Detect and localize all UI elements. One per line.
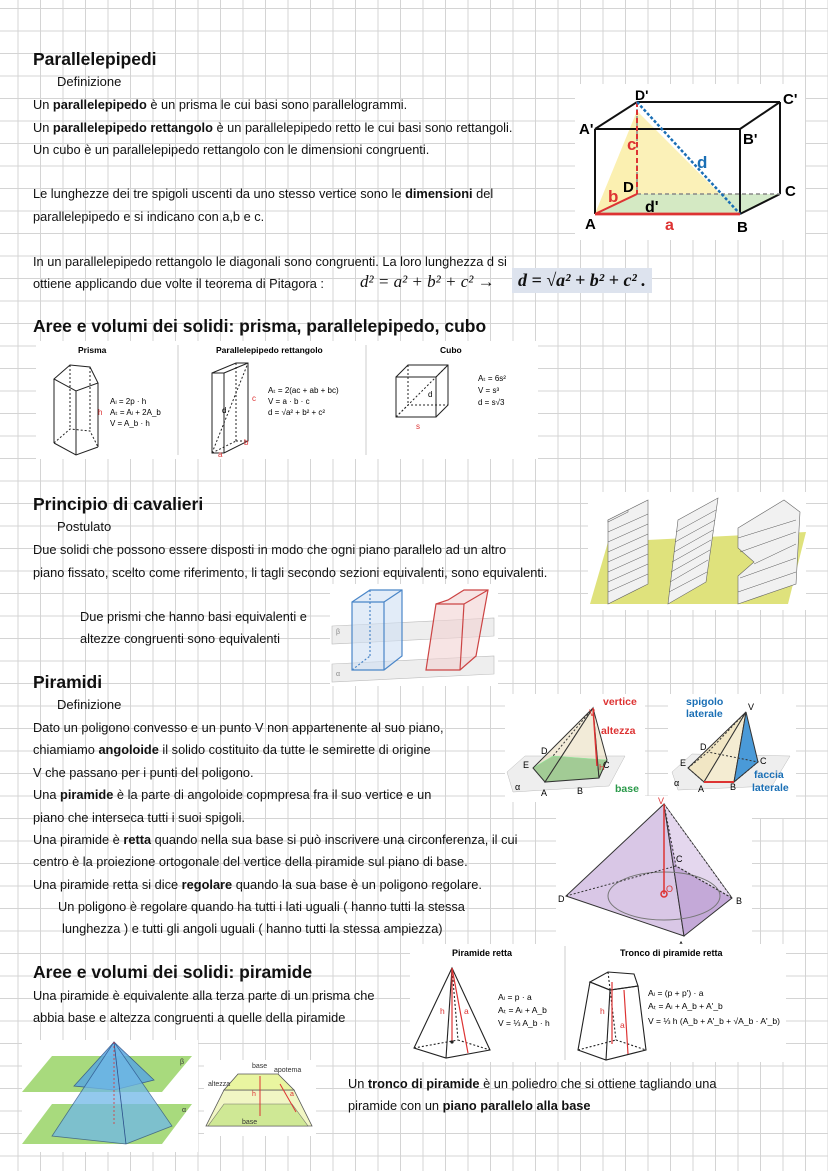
piramidi-line-5: piano che interseca tutti i suoi spigoli. [33, 810, 245, 825]
pyr1-alpha: α [515, 782, 521, 792]
section-title-cavalieri: Principio di cavalieri [33, 494, 204, 514]
def-line-3: Un cubo è un parallelepipedo rettangolo con le dimensioni congruenti. [33, 142, 430, 157]
label-B1: B' [743, 131, 758, 148]
subtitle-postulato: Postulato [57, 519, 112, 534]
frustum-label-altezza: altezza [208, 1081, 231, 1088]
pyr3-D: D [558, 894, 565, 904]
label-b: b [608, 187, 619, 206]
par-formula-3: d = √a² + b² + c² [268, 408, 326, 417]
tronco-formula-1: Aₗ = (p + p') · a [648, 988, 704, 998]
tronco-title: Tronco di piramide retta [620, 948, 723, 958]
cubo-formula-2: V = s³ [478, 386, 500, 395]
pyr2-alpha: α [674, 778, 680, 788]
pyr3-C: C [676, 854, 683, 864]
label-d: d [697, 153, 708, 172]
label-vertice: vertice [603, 696, 637, 708]
prisms-line-1: Due prismi che hanno basi equivalenti e [80, 609, 307, 624]
piramidi-line-4: Una piramide è la parte di angoloide copmpresa fra il suo vertice e un [33, 787, 432, 802]
tronco-formula-2: Aₜ = Aₗ + A_b + A'_b [648, 1001, 723, 1011]
par-formula-1: Aₜ = 2(ac + ab + bc) [268, 386, 339, 395]
retta-formula-1: Aₗ = p · a [498, 992, 532, 1002]
section-title-aree-volumi: Aree e volumi dei solidi: prisma, parallelepipedo, cubo [33, 316, 487, 336]
section-title-parallelepipedi: Parallelepipedi [33, 49, 157, 69]
label-altezza: altezza [601, 725, 636, 737]
piramidi-line-3: V che passano per i punti del poligono. [33, 765, 254, 780]
formula-diagonal: d = √a² + b² + c² . [512, 268, 652, 293]
label-D1: D' [635, 87, 649, 103]
label-A1: A' [579, 121, 594, 138]
piramide-retta-title: Piramide retta [452, 948, 513, 958]
pyramid-angoloide-figure [505, 694, 645, 802]
pyramid-formulas-panel [410, 944, 786, 1062]
retta-a: a [464, 1006, 469, 1016]
planes-beta: β [180, 1059, 185, 1066]
piramidi-line-2: chiamiamo angoloide il solido costituito da tutte le semirette di origine [33, 742, 431, 757]
pyr3-V: V [658, 796, 665, 806]
pyr2-D: D [700, 742, 707, 752]
piramidi-line-7: centro è la proiezione ortogonale del vertice della piramide sul piano di base. [33, 854, 468, 869]
label-B: B [737, 219, 748, 236]
pyr2-V: V [748, 702, 755, 712]
prism-h: h [98, 408, 103, 417]
pyr1-A: A [541, 788, 548, 798]
equivalent-prisms-figure [330, 584, 498, 686]
frustum-label-apotema: apotema [274, 1067, 302, 1074]
pyr1-B: B [577, 786, 584, 796]
section-title-aree-piramide: Aree e volumi dei solidi: piramide [33, 962, 313, 982]
label-a: a [665, 217, 674, 234]
tronco-a: a [620, 1020, 625, 1030]
cavalieri-line-2: piano fissato, scelto come riferimento, li tagli secondo sezioni equivalenti, sono equivalenti. [33, 565, 548, 580]
formulas-panel [36, 341, 538, 459]
frustum-figure [204, 1060, 316, 1136]
cubo-formula-1: Aₜ = 6s² [478, 374, 506, 383]
dimensions-line-2: parallelepipedo e si indicano con a,b e c. [33, 209, 265, 224]
label-d1: d' [645, 199, 659, 216]
prisma-title: Prisma [78, 345, 107, 355]
cuboid-c: c [252, 394, 256, 403]
pyramid-circle-figure [556, 796, 752, 950]
tronco-formula-3: V = ⅓ h (A_b + A'_b + √A_b · A'_b) [648, 1016, 780, 1026]
diagonal-line-1: In un parallelepipedo rettangolo le diagonali sono congruenti. La loro lunghezza d si [33, 254, 507, 269]
pyr3-O: O [666, 884, 674, 894]
frustum-label-base2: base [242, 1119, 258, 1126]
piramide-area-line-1: Una piramide è equivalente alla terza parte di un prisma che [33, 988, 375, 1003]
subtitle-definizione-piramidi: Definizione [57, 697, 122, 712]
formula-pythagoras: d² = a² + b² + c² → [360, 272, 495, 291]
planes-alpha: α [182, 1107, 187, 1114]
pyr2-B: B [730, 782, 737, 792]
pyr2-A: A [698, 784, 705, 794]
label-C1: C' [783, 91, 798, 108]
dimensions-line-1: Le lunghezze dei tre spigoli uscenti da uno stesso vertice sono le dimensioni del [33, 186, 494, 201]
label-H: H [599, 763, 605, 772]
diagonal-line-2: ottiene applicando due volte il teorema di Pitagora : [33, 276, 324, 291]
def-line-2: Un parallelepipedo rettangolo è un parallelepipedo retto le cui basi sono rettangoli. [33, 120, 513, 135]
piramidi-line-1: Dato un poligono convesso e un punto V non appartenente al suo piano, [33, 720, 444, 735]
pyramid-planes-figure [22, 1040, 198, 1152]
prism-drawing [54, 365, 98, 455]
prisms-line-2: altezze congruenti sono equivalenti [80, 631, 280, 646]
piramidi-line-9: Un poligono è regolare quando ha tutti i lati uguali ( hanno tutti la stessa [58, 899, 465, 914]
tronco-line-2: piramide con un piano parallelo alla base [348, 1098, 591, 1113]
pyr1-D: D [541, 746, 548, 756]
par-formula-2: V = a · b · c [268, 397, 310, 406]
prisma-formula-1: Aₗ = 2p · h [110, 397, 147, 406]
cubo-formula-3: d = s√3 [478, 398, 505, 407]
label-base: base [615, 783, 639, 795]
label-D: D [623, 179, 634, 196]
frustum-label-base: base [252, 1063, 268, 1070]
cuboid-d: d [222, 406, 227, 415]
retta-formula-3: V = ⅓ A_b · h [498, 1018, 550, 1028]
tronco-line-1: Un tronco di piramide è un poliedro che si ottiene tagliando una [348, 1076, 717, 1091]
def-line-1: Un parallelepipedo è un prisma le cui basi sono parallelogrammi. [33, 97, 408, 112]
label-spigolo-laterale-2: laterale [686, 708, 723, 720]
label-c: c [627, 135, 637, 154]
label-faccia-laterale-2: laterale [752, 782, 789, 794]
cube-drawing [396, 365, 448, 417]
cavalieri-stacks-figure [588, 492, 806, 610]
label-faccia-laterale-1: faccia [754, 769, 784, 781]
cuboid-drawing [212, 363, 248, 453]
section-title-piramidi: Piramidi [33, 672, 103, 692]
cubo-title: Cubo [440, 345, 462, 355]
pyr1-E: E [523, 760, 530, 770]
pyr2-C: C [760, 756, 767, 766]
pyr3-B: B [736, 896, 743, 906]
retta-formula-2: Aₜ = Aₗ + A_b [498, 1005, 547, 1015]
plane-beta: β [336, 629, 341, 636]
label-A: A [585, 216, 596, 233]
plane-alpha: α [336, 671, 341, 678]
prisma-formula-3: V = A_b · h [110, 419, 150, 428]
subtitle-definizione: Definizione [57, 74, 122, 89]
piramidi-line-8: Una piramide retta si dice regolare quando la sua base è un poligono regolare. [33, 877, 482, 892]
cuboid-a: a [218, 450, 223, 459]
piramidi-line-6: Una piramide è retta quando nella sua base si può inscrivere una circonferenza, il cui [33, 832, 518, 847]
pyr2-E: E [680, 758, 687, 768]
retta-h: h [440, 1006, 445, 1016]
cuboid-b: b [244, 438, 249, 447]
frustum-label-a: a [290, 1091, 294, 1098]
prisma-formula-2: Aₜ = Aₗ + 2A_b [110, 408, 161, 417]
tronco-h: h [600, 1006, 605, 1016]
pyr1-C: C [603, 760, 610, 770]
cavalieri-line-1: Due solidi che possono essere disposti in modo che ogni piano parallelo ad un altro [33, 542, 507, 557]
frustum-label-h: h [252, 1091, 256, 1098]
piramidi-line-10: lunghezza ) e tutti gli angoli uguali ( hanno tutti la stessa ampiezza) [62, 921, 443, 936]
piramide-area-line-2: abbia base e altezza congruenti a quelle della piramide [33, 1010, 346, 1025]
label-V: V [589, 708, 596, 718]
cube-s: s [416, 422, 420, 431]
label-spigolo-laterale-1: spigolo [686, 696, 724, 708]
label-C: C [785, 183, 796, 200]
cube-d: d [428, 390, 433, 399]
parallelepiped-figure [575, 84, 805, 240]
parallelepipedo-title: Parallelepipedo rettangolo [216, 345, 323, 355]
